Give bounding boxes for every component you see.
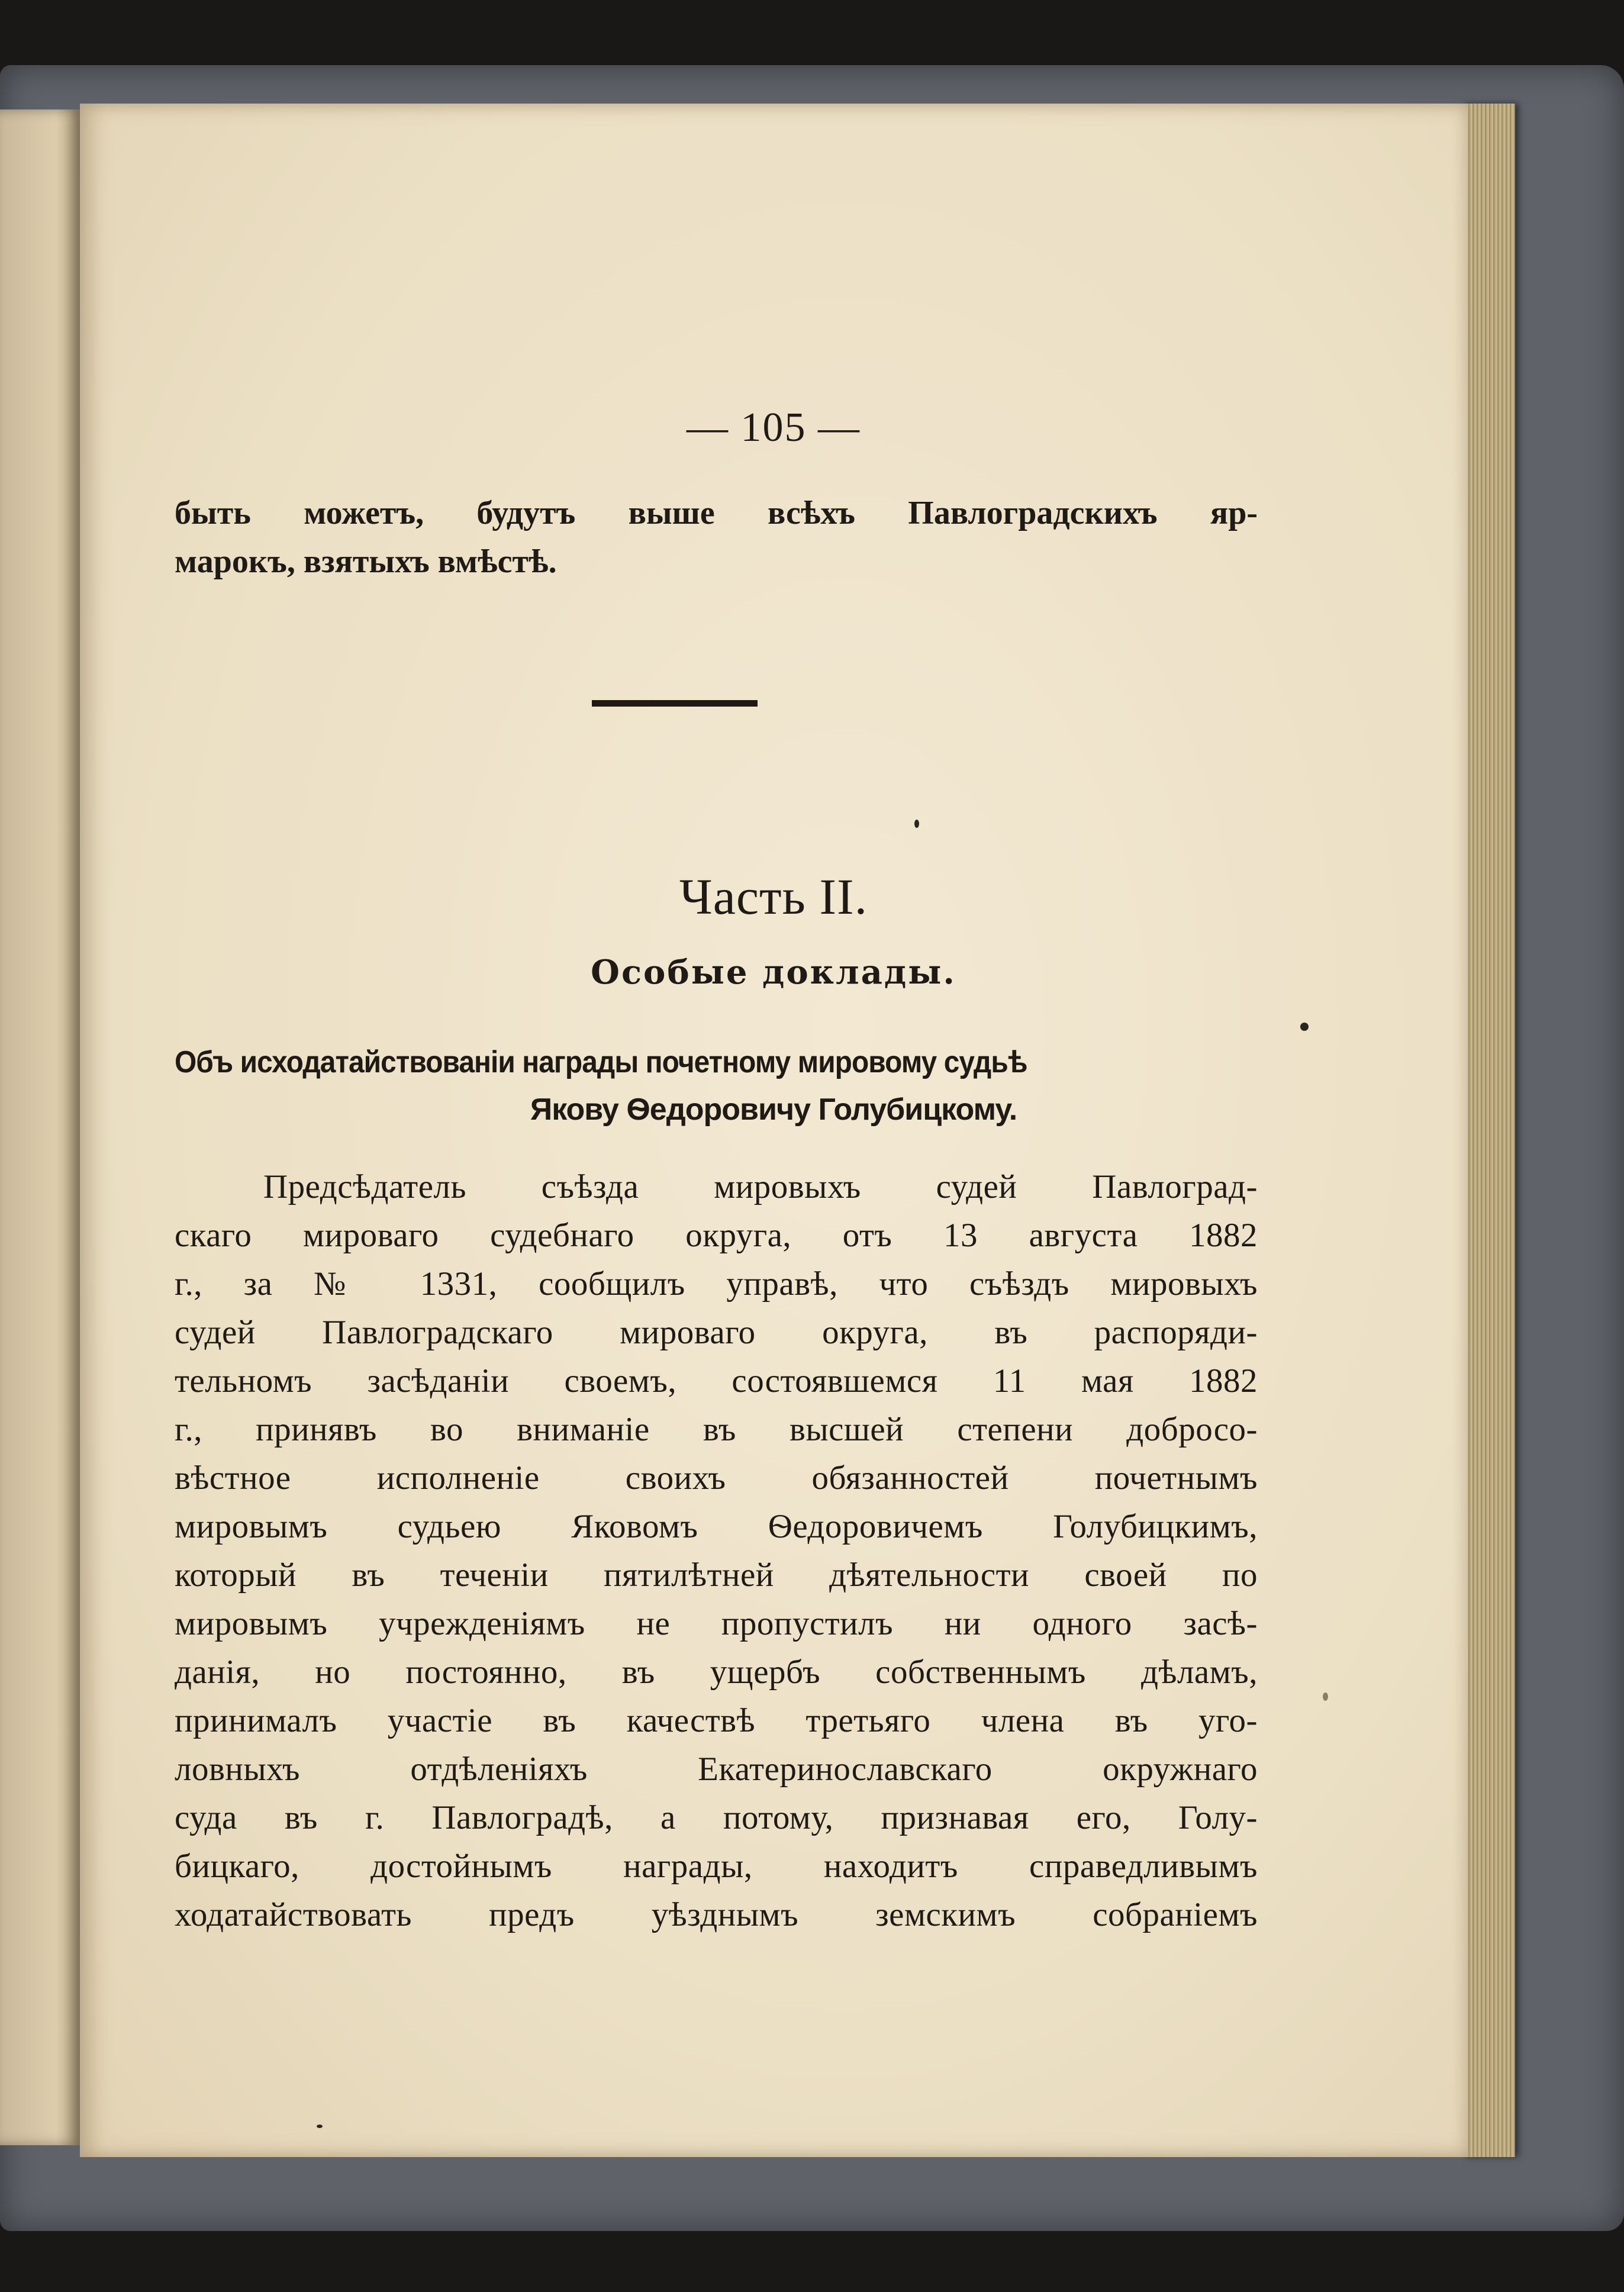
body-line: ходатайствовать предъ уѣзднымъ земскимъ собраніемъ [175,1896,1258,1933]
body-line: суда въ г. Павлоградѣ, а потому, признавая его, Голу- [175,1799,1258,1836]
body-line: бицкаго, достойнымъ награды, находитъ справедливымъ [175,1848,1258,1885]
body-line: который въ теченіи пятилѣтней дѣятельности своей по [175,1556,1258,1594]
body-line: Предсѣдатель съѣзда мировыхъ судей Павлоград- [263,1168,1258,1205]
ink-speck [1300,1023,1309,1031]
page-number: — 105 — [687,405,861,450]
report-title-line: Объ исходатайствованіи награды почетному мировому судьѣ [175,1045,1027,1079]
part-title: Часть II. [679,868,868,925]
body-line: данія, но постоянно, въ ущербъ собственнымъ дѣламъ, [175,1653,1258,1691]
report-title-line: Якову Ѳедоровичу Голубицкому. [530,1092,1017,1127]
body-line: г., за № 1331, сообщилъ управѣ, что съѣздъ мировыхъ [175,1265,1258,1303]
section-divider-rule [592,700,758,707]
continuation-line: быть можетъ, будутъ выше всѣхъ Павлоградскихъ яр- [175,495,1258,531]
body-line: судей Павлоградскаго мироваго округа, въ распоряди- [175,1314,1258,1351]
book-page [80,104,1468,2157]
continuation-line: марокъ, взятыхъ вмѣстѣ. [175,543,557,580]
body-line: мировымъ судьею Яковомъ Ѳедоровичемъ Голубицкимъ, [175,1508,1258,1545]
page-block-edges [1462,104,1515,2157]
section-title: Особые доклады. [591,953,956,992]
ink-speck [1323,1693,1328,1701]
body-line: г., принявъ во вниманіе въ высшей степени добросо- [175,1411,1258,1448]
body-paragraph [175,1163,1258,1939]
body-line: ловныхъ отдѣленіяхъ Екатеринославскаго окружнаго [175,1751,1258,1788]
body-line: скаго мироваго судебнаго округа, отъ 13 августа 1882 [175,1217,1258,1254]
body-line: вѣстное исполненіе своихъ обязанностей почетнымъ [175,1459,1258,1497]
ink-speck [317,2125,323,2128]
body-line: мировымъ учрежденіямъ не пропустилъ ни одного засѣ- [175,1605,1258,1642]
facing-page-edge [0,109,80,2145]
body-line: тельномъ засѣданіи своемъ, состоявшемся 11 мая 1882 [175,1362,1258,1400]
body-line: принималъ участіе въ качествѣ третьяго члена въ уго- [175,1702,1258,1739]
ink-speck [914,820,919,828]
